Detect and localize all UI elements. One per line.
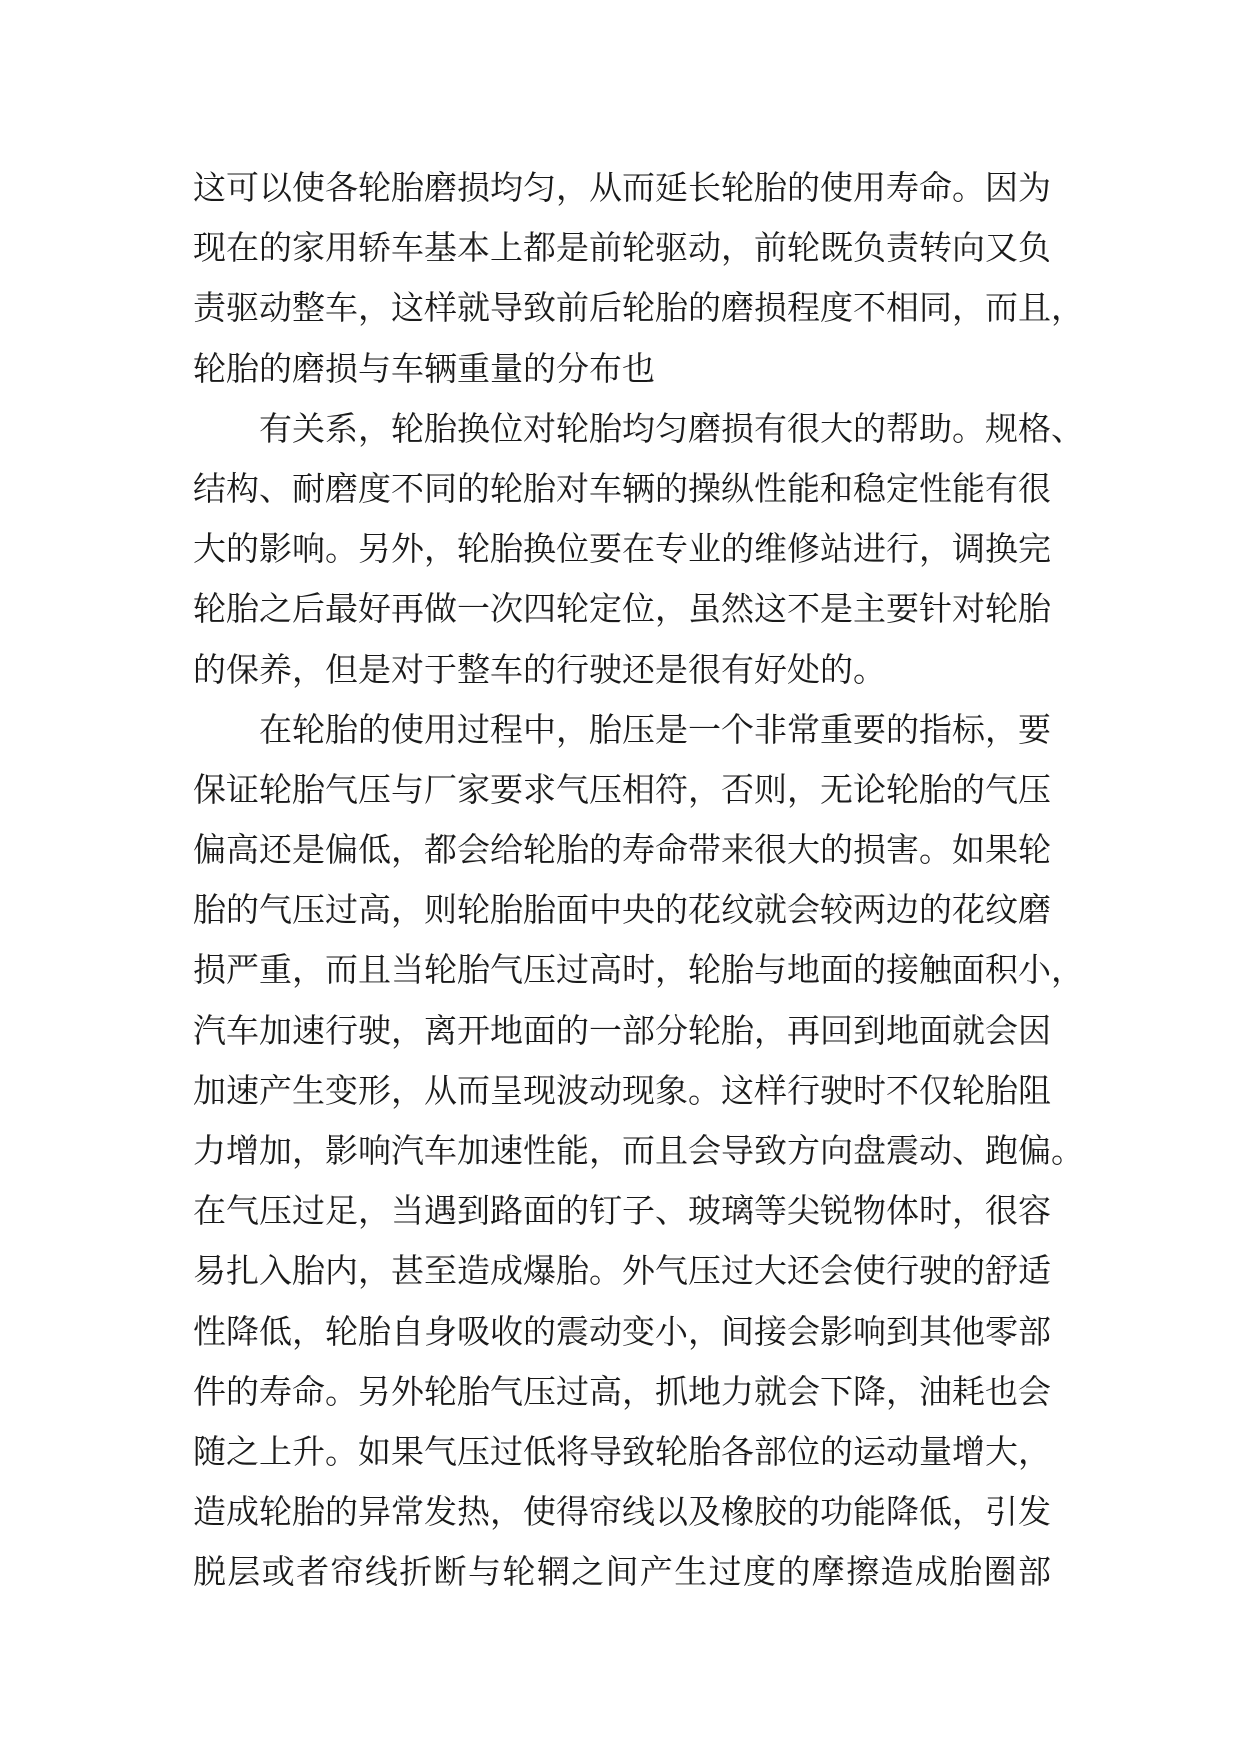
text-line: 在气压过足，当遇到路面的钉子、玻璃等尖锐物体时，很容 — [193, 1191, 1051, 1231]
text-line: 轮胎的磨损与车辆重量的分布也 — [193, 348, 655, 388]
text-line: 现在的家用轿车基本上都是前轮驱动，前轮既负责转向又负 — [193, 228, 1051, 268]
paragraph-3 — [193, 700, 1084, 1603]
text-line: 性降低，轮胎自身吸收的震动变小，间接会影响到其他零部 — [193, 1311, 1051, 1351]
text-line: 保证轮胎气压与厂家要求气压相符，否则，无论轮胎的气压 — [193, 769, 1051, 809]
body-text — [193, 158, 1084, 1603]
text-line: 大的影响。另外，轮胎换位要在专业的维修站进行，调换完 — [193, 529, 1051, 569]
paragraph-1 — [193, 158, 1084, 399]
paragraph-2 — [193, 399, 1084, 700]
text-line: 件的寿命。另外轮胎气压过高，抓地力就会下降，油耗也会 — [193, 1371, 1051, 1411]
text-line: 结构、耐磨度不同的轮胎对车辆的操纵性能和稳定性能有很 — [193, 468, 1051, 508]
text-line: 责驱动整车，这样就导致前后轮胎的磨损程度不相同，而且， — [193, 288, 1084, 328]
text-line: 力增加，影响汽车加速性能，而且会导致方向盘震动、跑偏。 — [193, 1131, 1084, 1170]
text-line: 轮胎之后最好再做一次四轮定位，虽然这不是主要针对轮胎 — [193, 589, 1051, 629]
text-line: 加速产生变形，从而呈现波动现象。这样行驶时不仅轮胎阻 — [193, 1070, 1051, 1110]
text-line: 脱层或者帘线折断与轮辋之间产生过度的摩擦造成胎圈部 — [193, 1552, 1051, 1592]
text-line: 胎的气压过高，则轮胎胎面中央的花纹就会较两边的花纹磨 — [193, 890, 1051, 930]
text-line: 有关系，轮胎换位对轮胎均匀磨损有很大的帮助。规格、 — [259, 408, 1084, 448]
text-line: 损严重，而且当轮胎气压过高时，轮胎与地面的接触面积小， — [193, 950, 1084, 990]
text-line: 这可以使各轮胎磨损均匀，从而延长轮胎的使用寿命。因为 — [193, 168, 1051, 207]
text-line: 偏高还是偏低，都会给轮胎的寿命带来很大的损害。如果轮 — [193, 830, 1051, 870]
text-line: 的保养，但是对于整车的行驶还是很有好处的。 — [193, 649, 886, 689]
text-line: 随之上升。如果气压过低将导致轮胎各部位的运动量增大， — [193, 1431, 1051, 1471]
text-line: 造成轮胎的异常发热，使得帘线以及橡胶的功能降低，引发 — [193, 1492, 1051, 1532]
text-line: 汽车加速行驶，离开地面的一部分轮胎，再回到地面就会因 — [193, 1010, 1051, 1050]
text-line: 在轮胎的使用过程中，胎压是一个非常重要的指标，要 — [259, 709, 1051, 749]
text-line: 易扎入胎内，甚至造成爆胎。外气压过大还会使行驶的舒适 — [193, 1251, 1051, 1291]
